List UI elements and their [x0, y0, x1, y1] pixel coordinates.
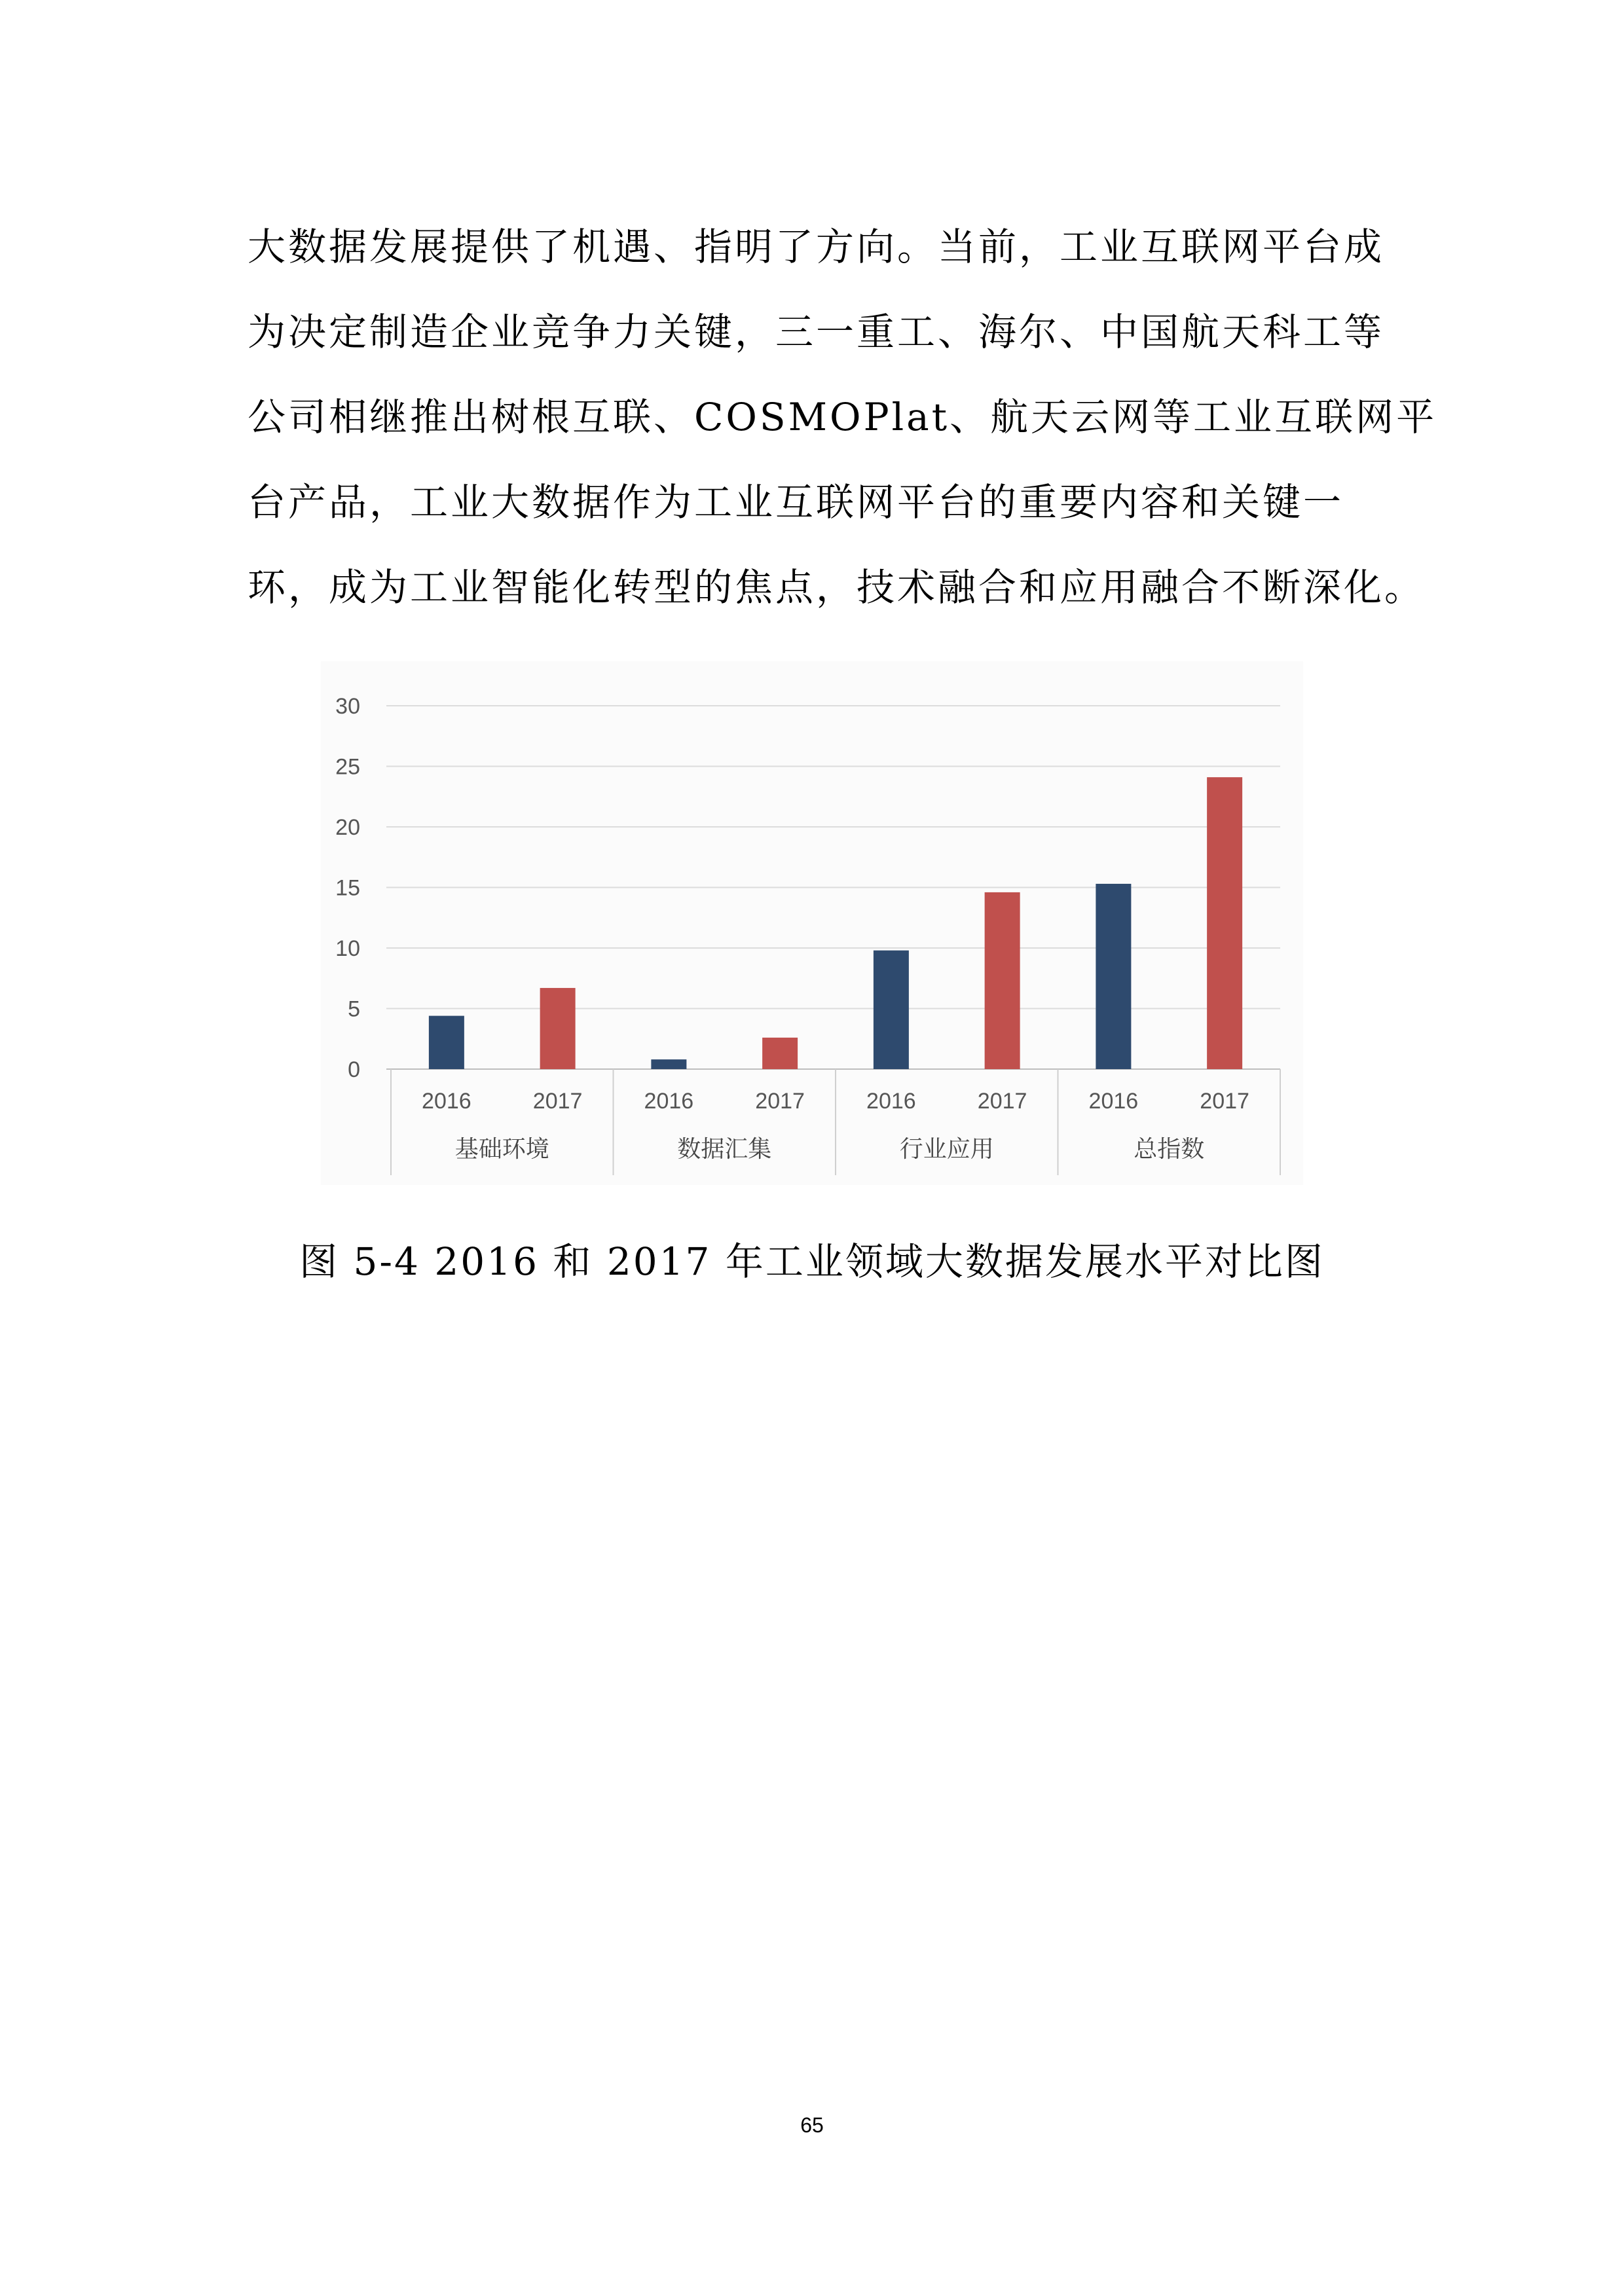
x-tick-label: 2016	[866, 1089, 916, 1114]
x-tick-label: 2017	[755, 1089, 805, 1114]
y-tick-label: 0	[348, 1057, 360, 1082]
category-label: 基础环境	[454, 1136, 549, 1163]
paragraph-line: 大数据发展提供了机遇、指明了方向。当前，工业互联网平台成	[248, 225, 1385, 269]
page-number: 65	[800, 2113, 824, 2137]
figure-caption: 图 5-4 2016 和 2017 年工业领域大数据发展水平对比图	[299, 1239, 1325, 1284]
x-tick-label: 2017	[977, 1089, 1027, 1114]
category-label: 数据汇集	[677, 1136, 772, 1163]
bar	[1207, 777, 1242, 1069]
x-tick-label: 2016	[644, 1089, 694, 1114]
x-tick-label: 2016	[1088, 1089, 1139, 1114]
x-tick-label: 2016	[422, 1089, 471, 1114]
y-tick-label: 5	[348, 996, 360, 1022]
x-tick-label: 2017	[532, 1089, 583, 1114]
paragraph-line: 台产品，工业大数据作为工业互联网平台的重要内容和关键一	[248, 480, 1344, 524]
paragraph-line: 公司相继推出树根互联、COSMOPlat、航天云网等工业互联网平	[248, 395, 1437, 439]
bar	[651, 1059, 686, 1069]
bar	[540, 988, 576, 1069]
y-tick-label: 15	[335, 875, 360, 901]
bar-chart	[321, 661, 1303, 1185]
bar	[874, 951, 909, 1069]
paragraph-line: 为决定制造企业竞争力关键，三一重工、海尔、中国航天科工等	[248, 310, 1385, 354]
paragraph-line: 环，成为工业智能化转型的焦点，技术融合和应用融合不断深化。	[248, 565, 1426, 610]
y-tick-label: 10	[335, 936, 360, 961]
bar	[429, 1016, 464, 1069]
bar-chart-figure	[321, 661, 1303, 1185]
category-label: 行业应用	[899, 1136, 994, 1163]
bar	[985, 892, 1020, 1069]
x-tick-label: 2017	[1200, 1089, 1249, 1114]
body-paragraph	[248, 204, 1437, 630]
y-tick-label: 25	[335, 754, 360, 780]
bar	[1096, 884, 1131, 1069]
y-tick-label: 30	[335, 694, 360, 719]
category-label: 总指数	[1134, 1136, 1205, 1163]
bar	[762, 1038, 798, 1069]
y-tick-label: 20	[335, 815, 360, 840]
